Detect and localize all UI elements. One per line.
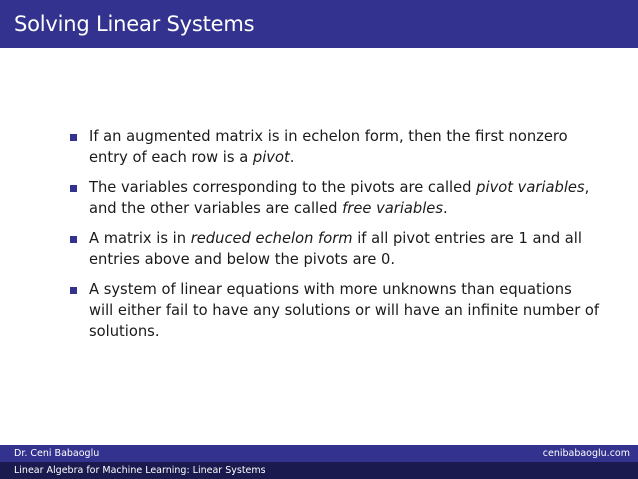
bullet-square-icon (70, 287, 77, 294)
slide-header-bar (0, 0, 638, 48)
bullet-text-segment: A matrix is in (89, 230, 191, 247)
slide-title: Solving Linear Systems (14, 12, 255, 36)
bullet-emphasis-free-variables: free variables (342, 200, 443, 217)
footer-bottom-bar (0, 462, 638, 479)
bullet-square-icon (70, 185, 77, 192)
bullet-text-segment: if all pivot entries are 1 and all entries above and below the pivots are 0. (89, 230, 582, 268)
footer-website: cenibabaoglu.com (542, 448, 630, 459)
footer-course-title: Linear Algebra for Machine Learning: Linear Systems (14, 465, 266, 476)
bullet-emphasis-reduced-echelon-form: reduced echelon form (190, 230, 353, 247)
bullet-emphasis-pivot: pivot (252, 149, 290, 166)
bullet-text-segment: If an augmented matrix is in echelon form, then the first nonzero entry of each row is a (89, 128, 568, 166)
bullet-square-icon (70, 236, 77, 243)
bullet-item (70, 126, 600, 168)
bullet-item (70, 279, 600, 342)
bullet-item (70, 228, 600, 270)
footer-author: Dr. Ceni Babaoglu (14, 448, 100, 459)
bullet-text-segment: A system of linear equations with more unknowns than equations will either fail to have any solutions or will have an infinite number of solutions. (89, 281, 600, 340)
bullet-text-segment: The variables corresponding to the pivots are called (89, 179, 477, 196)
bullet-square-icon (70, 134, 77, 141)
bullet-emphasis-pivot-variables: pivot variables (476, 179, 585, 196)
bullet-item (70, 177, 600, 219)
bullet-text-segment: , and the other variables are called (89, 179, 590, 217)
bullet-text-segment: . (289, 149, 295, 166)
bullet-list (70, 126, 600, 351)
bullet-text-segment: . (443, 200, 448, 217)
footer-top-bar (0, 445, 638, 462)
